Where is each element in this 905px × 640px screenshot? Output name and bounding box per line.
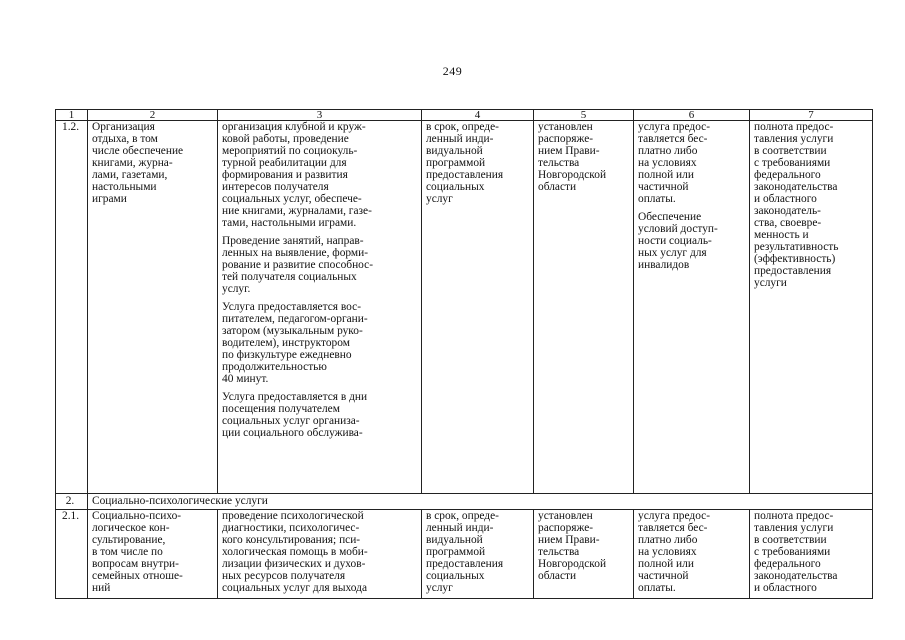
column-number: 3 (218, 110, 422, 121)
service-normative: установлен распоряже- нием Прави- тельства Новгородской области (534, 121, 634, 494)
column-number: 2 (88, 110, 218, 121)
service-term: в срок, опреде- ленный инди- видуальной программой предоставления социальных услуг (422, 510, 534, 599)
table-row-1-2 (56, 121, 873, 494)
column-number: 7 (750, 110, 873, 121)
column-number: 6 (634, 110, 750, 121)
row-number: 2.1. (56, 510, 88, 599)
conditions-paragraph: Обеспечение условий доступ- ности социаль- ных услуг для инвалидов (638, 211, 718, 271)
description-paragraph: Услуга предоставляется в дни посещения получателем социальных услуг организа- ции социального обслужива- (222, 391, 368, 439)
service-conditions (634, 121, 750, 494)
service-term: в срок, опреде- ленный инди- видуальной программой предоставления социальных услуг (422, 121, 534, 494)
service-conditions: услуга предос- тавляется бес- платно либо на условиях полной или частичной оплаты. (634, 510, 750, 599)
service-description: проведение психологической диагностики, психологичес- кого консультирования; пси- хологическая помощь в моби- лизации физических и духов- ных ресурсов получателя социальных услуг для выхода (218, 510, 422, 599)
service-name: Социально-психо- логическое кон- сультирование, в том числе по вопросам внутри- семейных отноше- ний (88, 510, 218, 599)
conditions-paragraph: услуга предос- тавляется бес- платно либо на условиях полной или частичной оплаты. (638, 121, 711, 205)
service-quality: полнота предос- тавления услуги в соответствии с требованиями федерального законодательства и областного (750, 510, 873, 599)
service-quality: полнота предос- тавления услуги в соответствии с требованиями федерального законодательства и областного законодатель- ства, своевре- менность и результативность (эффективность) предоставления услуги (750, 121, 873, 494)
column-number-row (56, 110, 873, 121)
column-number: 1 (56, 110, 88, 121)
table-row-2-1 (56, 510, 873, 599)
column-number: 4 (422, 110, 534, 121)
page-number: 249 (442, 64, 463, 78)
section-row (56, 494, 873, 510)
services-table (55, 109, 873, 599)
row-number: 1.2. (56, 121, 88, 494)
description-paragraph: Услуга предоставляется вос- питателем, педагогом-органи- затором (музыкальным руко- водителем), инструктором по физкультуре ежедневно продолжительностью 40 минут. (222, 301, 368, 385)
column-number: 5 (534, 110, 634, 121)
service-description (218, 121, 422, 494)
service-normative: установлен распоряже- нием Прави- тельства Новгородской области (534, 510, 634, 599)
description-paragraph: Проведение занятий, направ- ленных на выявление, форми- рование и развитие способнос- тей получателя социальных услуг. (222, 235, 374, 295)
description-paragraph: организация клубной и круж- ковой работы, проведение мероприятий по социокуль- турной реабилитации для формирования и развития интересов получателя социальных услуг, обеспече- ние книгами, журналами, газе- тами, настольными играми. (222, 121, 372, 229)
section-title: Социально-психологические услуги (88, 494, 873, 510)
section-number: 2. (56, 494, 88, 510)
service-name: Организация отдыха, в том числе обеспечение книгами, журна- лами, газетами, настольными играми (88, 121, 218, 494)
